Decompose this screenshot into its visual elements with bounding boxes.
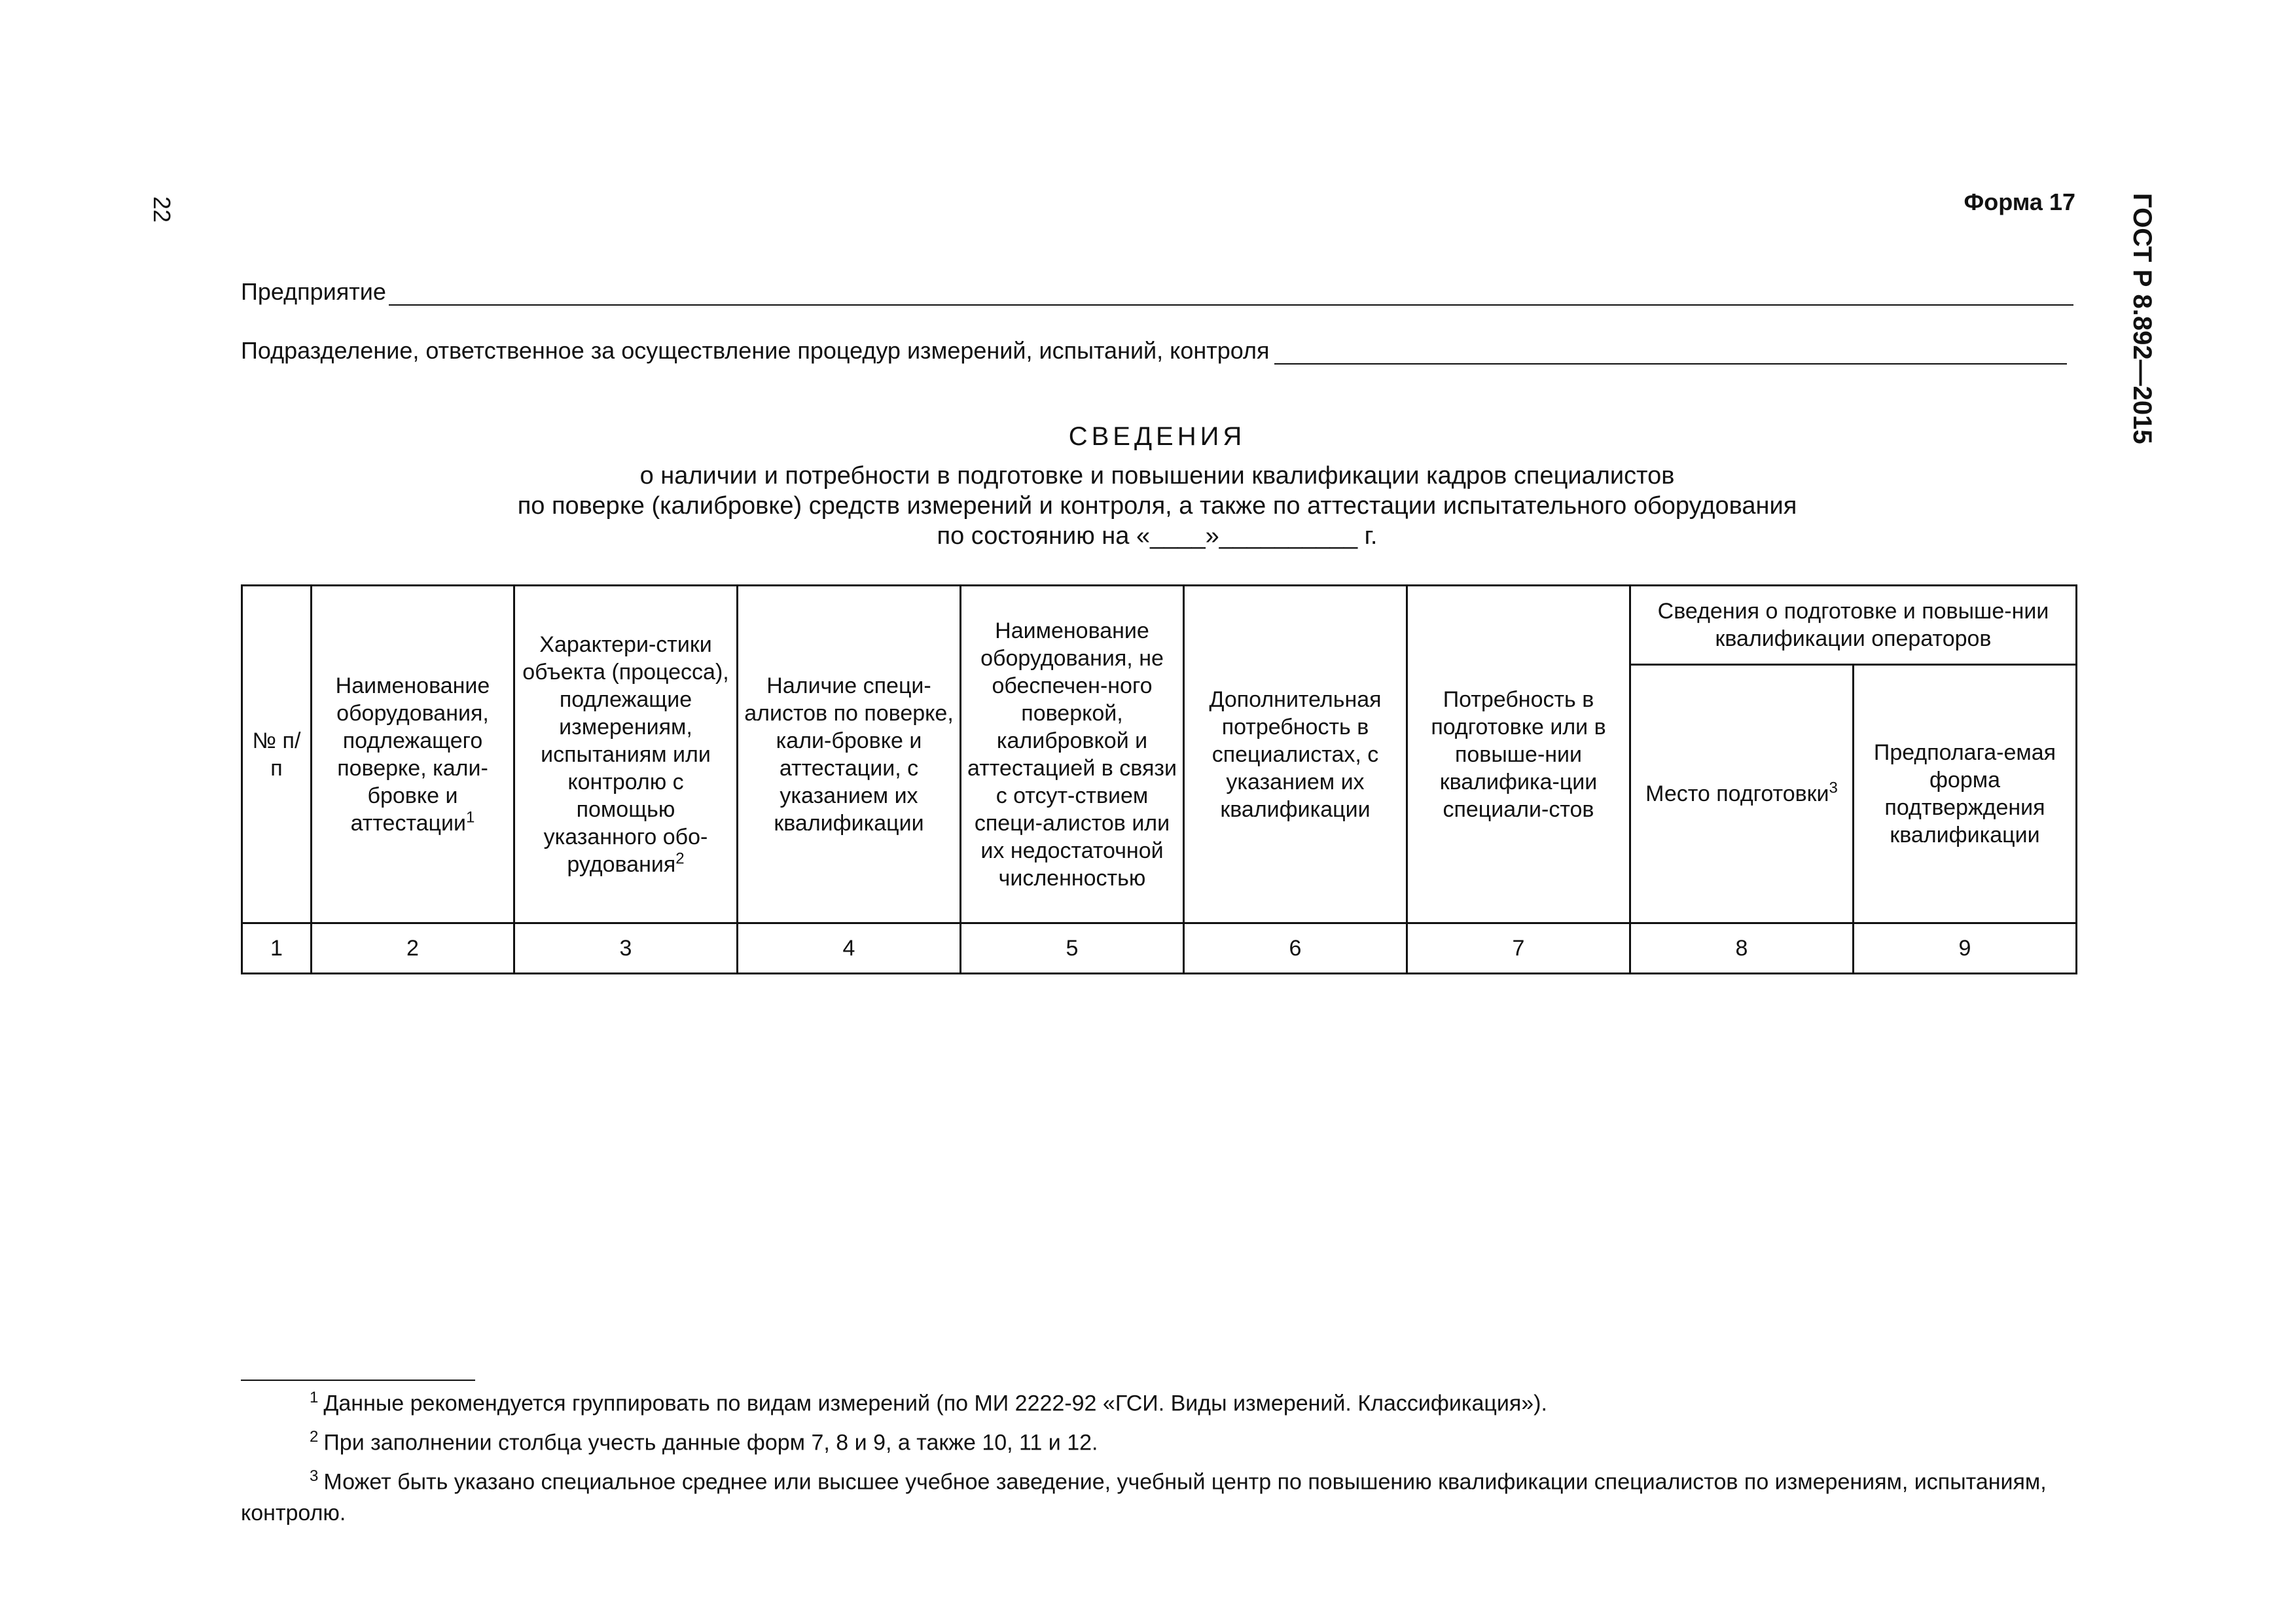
footnote-divider [241, 1380, 475, 1381]
enterprise-label: Предприятие [241, 278, 386, 305]
title-line-3: по состоянию на «____»__________ г. [937, 522, 1378, 550]
footnote-2-text: При заполнении столбца учесть данные форм 7, 8 и 9, а также 10, 11 и 12. [323, 1430, 1098, 1455]
column-number-cell: 6 [1184, 923, 1407, 974]
footnote-2 [241, 1421, 2075, 1458]
footnote-1-text: Данные рекомендуется группировать по видам измерений (по МИ 2222-92 «ГСИ. Виды измерений. Классификация»). [323, 1391, 1547, 1416]
column-number-cell: 4 [738, 923, 961, 974]
standard-code: ГОСТ Р 8.892—2015 [2128, 193, 2157, 444]
header-col-8: Место подготовки$^3$ [1630, 665, 1854, 923]
document-title [241, 422, 2073, 551]
page-number: 22 [149, 196, 175, 223]
enterprise-blank-line[interactable] [389, 285, 2073, 306]
footnote-3-text: Может быть указано специальное среднее или высшее учебное заведение, учебный центр по повышению квалификации специалистов по измерениям, испытаниям, контролю. [241, 1469, 2047, 1526]
division-blank-line[interactable] [1274, 344, 2067, 365]
column-number-cell: 3 [514, 923, 738, 974]
column-number-cell: 9 [1854, 923, 2077, 974]
header-col-9: Предполага-емая форма подтверждения квалификации [1854, 665, 2077, 923]
column-number-row [242, 923, 2077, 974]
footnote-3-number: 3 [310, 1467, 319, 1485]
enterprise-field [241, 278, 2073, 306]
footnote-3 [241, 1461, 2075, 1529]
title-line-2: по поверке (калибровке) средств измерений и контроля, а также по аттестации испытательного оборудования [517, 492, 1797, 520]
header-group-operators: Сведения о подготовке и повыше-нии квалификации операторов [1630, 586, 2077, 665]
header-col-1: № п/п [242, 586, 312, 923]
header-col-4: Наличие специ-алистов по поверке, кали-бровке и аттестации, с указанием их квалификации [738, 586, 961, 923]
footnote-1 [241, 1382, 2075, 1419]
column-number-cell: 5 [961, 923, 1184, 974]
column-number-cell: 2 [312, 923, 514, 974]
title-line-1: о наличии и потребности в подготовке и повышении квалификации кадров специалистов [639, 462, 1675, 490]
header-col-7: Потребность в подготовке или в повыше-нии квалифика-ции специали-стов [1407, 586, 1630, 923]
header-col-2: Наименование оборудования, подлежащего поверке, кали-бровке и аттестации$^1$ [312, 586, 514, 923]
form-table [241, 584, 2077, 974]
title-main: СВЕДЕНИЯ [1068, 422, 1246, 451]
division-field [241, 337, 2067, 365]
division-label: Подразделение, ответственное за осуществление процедур измерений, испытаний, контроля [241, 337, 1270, 364]
header-col-6: Дополнительная потребность в специалистах, с указанием их квалификации [1184, 586, 1407, 923]
column-number-cell: 8 [1630, 923, 1854, 974]
form-label: Форма 17 [1964, 188, 2075, 215]
column-number-cell: 1 [242, 923, 312, 974]
header-col-5: Наименование оборудования, не обеспечен-ного поверкой, калибровкой и аттестацией в связи с отсут-ствием специ-алистов или их недостаточной численностью [961, 586, 1184, 923]
header-col-3: Характери-стики объекта (процесса), подлежащие измерениям, испытаниям или контролю с помощью указанного обо-рудования$^2$ [514, 586, 738, 923]
column-number-cell: 7 [1407, 923, 1630, 974]
footnote-2-number: 2 [310, 1428, 319, 1446]
footnote-1-number: 1 [310, 1389, 319, 1406]
